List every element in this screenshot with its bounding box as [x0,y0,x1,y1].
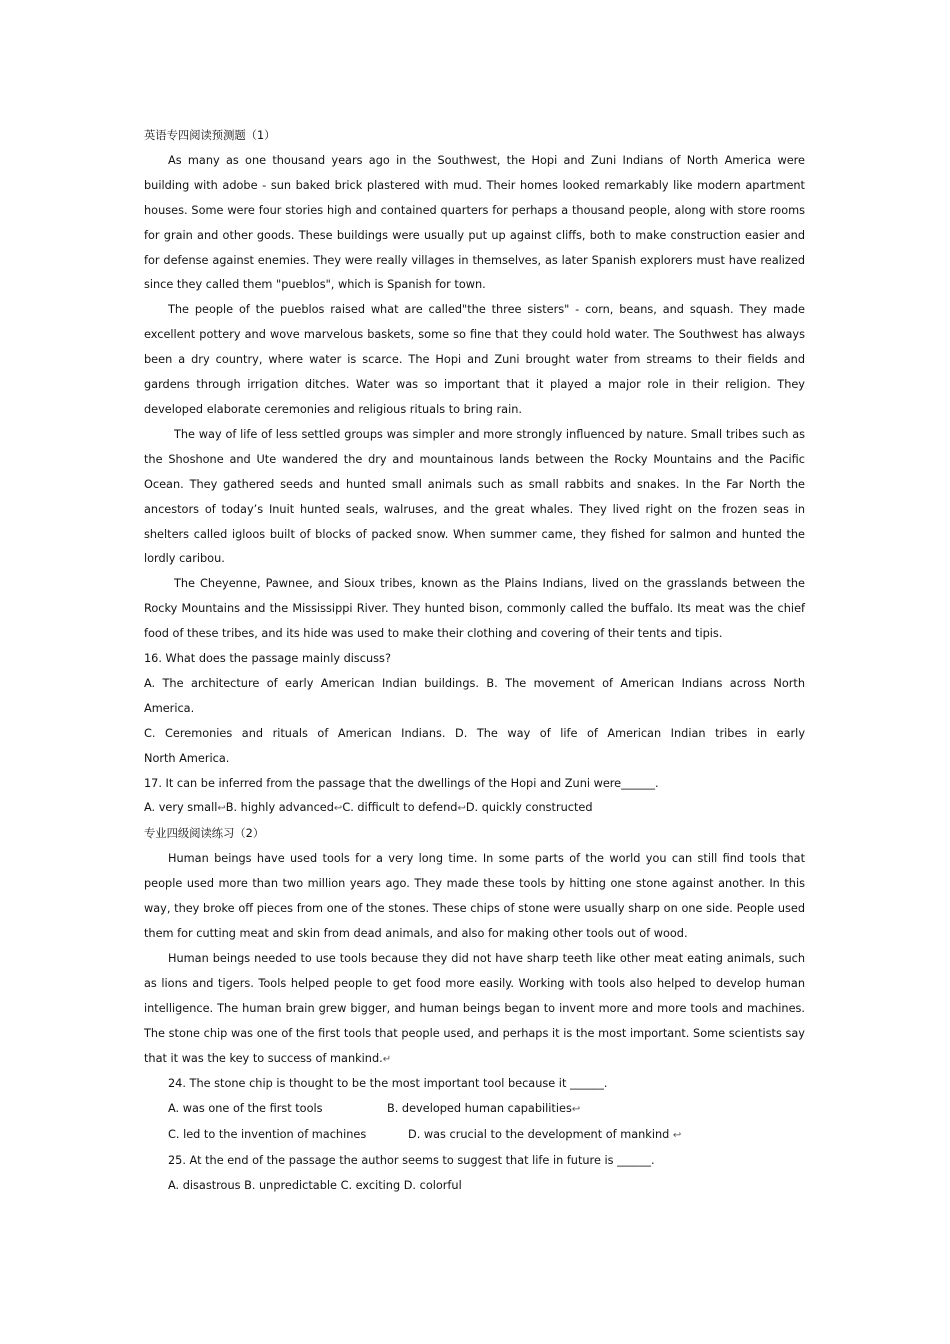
question-24-options-ab [144,1097,805,1123]
section-2-paragraph-2: Human beings needed to use tools because they did not have sharp teeth like other meat eating animals, such as lions and tigers. Tools helped people to get food more easily. Working with tools also helped to develop human intelligence. The human brain grew bigger, and human beings began to invent more and more tools and machines. The stone chip was one of the first tools that people used, and perhaps it is the most important. Some scientists say that it was the key to success of mankind. [144,951,805,1065]
question-16-options-ab [144,672,805,697]
question-16-option-c: C. Ceremonies and rituals of American Indians. [144,726,446,740]
question-25-stem: 25. At the end of the passage the author seems to suggest that life in future is ______. [168,1154,655,1168]
question-24-option-c: C. led to the invention of machines [168,1128,367,1142]
question-24-option-a: A. was one of the first tools [168,1102,323,1116]
question-24-options-cd [144,1123,805,1149]
question-17-option-d: D. quickly constructed [465,801,593,815]
return-mark-icon: ↩ [333,803,343,815]
question-17-option-b: B. highly advanced [225,801,334,815]
question-25-options: A. disastrous B. unpredictable C. exciting D. colorful [168,1179,462,1193]
question-24-option-b-wrap [387,1097,580,1123]
question-16-stem: 16. What does the passage mainly discuss? [144,652,391,666]
section-2-paragraph-1: Human beings have used tools for a very long time. In some parts of the world you can still find tools that people used more than two million years ago. They made these tools by hitting one stone against another. In this way, they broke off pieces from one of the stones. These chips of stone were usually sharp on one side. People used them for cutting meat and skin from dead animals, and also for making other tools out of wood. [144,852,805,940]
return-mark-icon: ↩ [571,1104,581,1116]
section-1-title: 英语专四阅读预测题（1） [144,129,276,142]
section-2-title: 专业四级阅读练习（2） [144,827,265,841]
return-mark-icon: ↩ [672,1130,682,1142]
question-24-stem: 24. The stone chip is thought to be the most important tool because it ______. [168,1077,608,1091]
question-16-option-b-continued: America. [144,701,195,715]
section-1-paragraph-3: The way of life of less settled groups was simpler and more strongly influenced by nature. Small tribes such as the Shoshone and Ute wandered the dry and mountainous lands between the Rocky Mountains and the Pacific Ocean. They gathered seeds and hunted small animals such as small rabbits and snakes. In the Far North the ancestors of today’s Inuit hunted seals, walruses, and the great whales. They lived right on the frozen seas in shelters called igloos built of blocks of packed snow. When summer came, they fished for salmon and hunted the lordly caribou. [144,427,805,566]
question-17-stem: 17. It can be inferred from the passage that the dwellings of the Hopi and Zuni were______. [144,776,659,790]
question-17-option-c: C. difficult to defend [342,801,458,815]
return-mark-icon: ↩ [217,803,226,815]
question-16-option-d: D. The way of life of American Indian tribes in early [455,726,806,740]
return-mark-icon: ↩ [457,803,466,815]
document-page [144,124,805,1199]
question-16-option-b: B. The movement of American Indians across North [486,676,806,690]
question-16-options-cd [144,722,805,747]
question-24-option-d: D. was crucial to the development of mankind [408,1128,670,1142]
section-1-paragraph-1: As many as one thousand years ago in the Southwest, the Hopi and Zuni Indians of North America were building with adobe - sun baked brick plastered with mud. Their homes looked remarkably like modern apartment houses. Some were four stories high and contained quarters for perhaps a thousand people, along with store rooms for grain and other goods. These buildings were usually put up against cliffs, both to make construction easier and for defense against enemies. They were really villages in themselves, as later Spanish explorers must have realized since they called them "pueblos", which is Spanish for town. [144,153,805,292]
section-1-paragraph-4: The Cheyenne, Pawnee, and Sioux tribes, known as the Plains Indians, lived on the grasslands between the Rocky Mountains and the Mississippi River. They hunted bison, commonly called the buffalo. Its meat was the chief food of these tribes, and its hide was used to make their clothing and covering of their tents and tipis. [144,577,805,641]
question-16-option-a: A. The architecture of early American Indian buildings. [144,676,479,690]
question-24-option-b: B. developed human capabilities [387,1102,572,1116]
question-17-option-a: A. very small [144,801,218,815]
question-24-option-d-wrap [408,1123,681,1149]
question-16-option-d-continued: North America. [144,751,230,765]
paragraph-mark-icon: ↵ [382,1053,392,1065]
question-17-options [144,796,805,822]
section-1-paragraph-2: The people of the pueblos raised what are called"the three sisters" - corn, beans, and squash. They made excellent pottery and wove marvelous baskets, some so fine that they could hold water. The Southwest has always been a dry country, where water is scarce. The Hopi and Zuni brought water from streams to their fields and gardens through irrigation ditches. Water was so important that it played a major role in their religion. They developed elaborate ceremonies and religious rituals to bring rain. [144,303,805,416]
section-2-paragraph-2-wrap [144,947,805,1073]
